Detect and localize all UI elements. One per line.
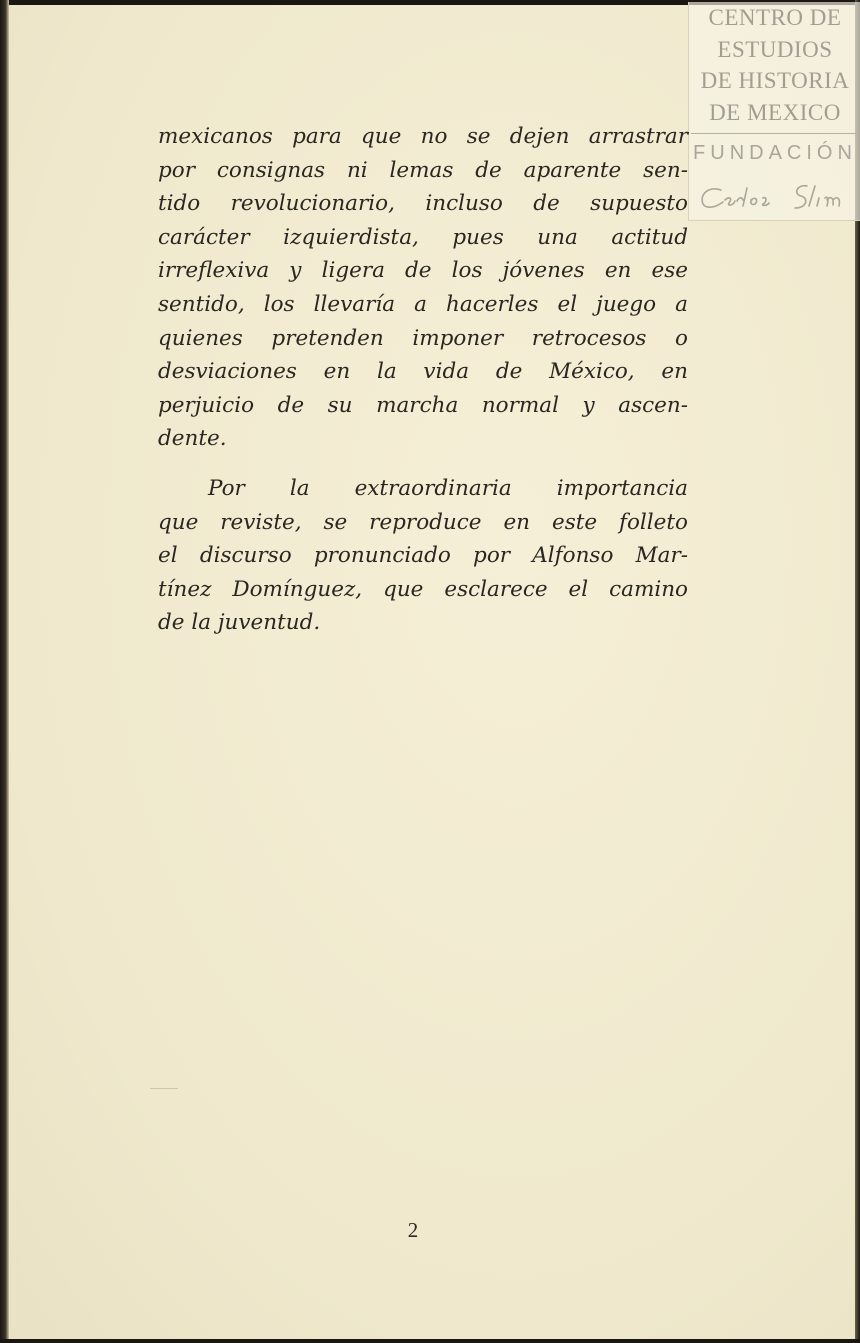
text-line: que reviste, se reproduce en este folleto bbox=[158, 509, 688, 535]
paragraph-gap bbox=[158, 456, 688, 472]
text-line: irreflexiva y ligera de los jóvenes en ese bbox=[158, 258, 688, 284]
watermark-line-1: CENTRO DE bbox=[708, 5, 842, 30]
archive-watermark bbox=[688, 2, 860, 221]
watermark-foundation: FUNDACIÓN bbox=[693, 142, 857, 164]
signature-logo bbox=[689, 176, 860, 218]
text-line: de la juventud. bbox=[158, 610, 321, 636]
scan-edge-bottom bbox=[0, 1339, 860, 1343]
text-line: perjuicio de su marcha normal y ascen- bbox=[158, 392, 688, 418]
text-line: dente. bbox=[158, 426, 227, 452]
text-line: mexicanos para que no se dejen arrastrar bbox=[158, 124, 688, 149]
text-line: carácter izquierdista, pues una actitud bbox=[158, 224, 688, 250]
text-line: por consignas ni lemas de aparente sen- bbox=[158, 157, 688, 183]
text-line: tínez Domínguez, que esclarece el camino bbox=[158, 576, 688, 602]
watermark-line-4: DE MEXICO bbox=[709, 99, 841, 125]
body-text bbox=[158, 120, 688, 640]
text-line: quienes pretenden imponer retrocesos o bbox=[158, 325, 688, 351]
scan-edge-left bbox=[0, 0, 9, 1343]
text-line: sentido, los llevaría a hacerles el juego a bbox=[158, 291, 688, 317]
paper-mark bbox=[150, 1088, 178, 1089]
text-line: desviaciones en la vida de México, en bbox=[158, 359, 688, 385]
text-line: Por la extraordinaria importancia bbox=[208, 475, 688, 501]
watermark-divider bbox=[691, 133, 859, 134]
paragraph-1 bbox=[158, 120, 688, 456]
text-line: el discurso pronunciado por Alfonso Mar- bbox=[158, 543, 688, 569]
paragraph-2 bbox=[158, 472, 688, 640]
page-number: 2 bbox=[407, 1218, 419, 1242]
watermark-line-2: ESTUDIOS bbox=[717, 36, 833, 62]
text-line: tido revolucionario, incluso de supuesto bbox=[158, 191, 688, 217]
watermark-line-3: DE HISTORIA bbox=[700, 68, 850, 93]
